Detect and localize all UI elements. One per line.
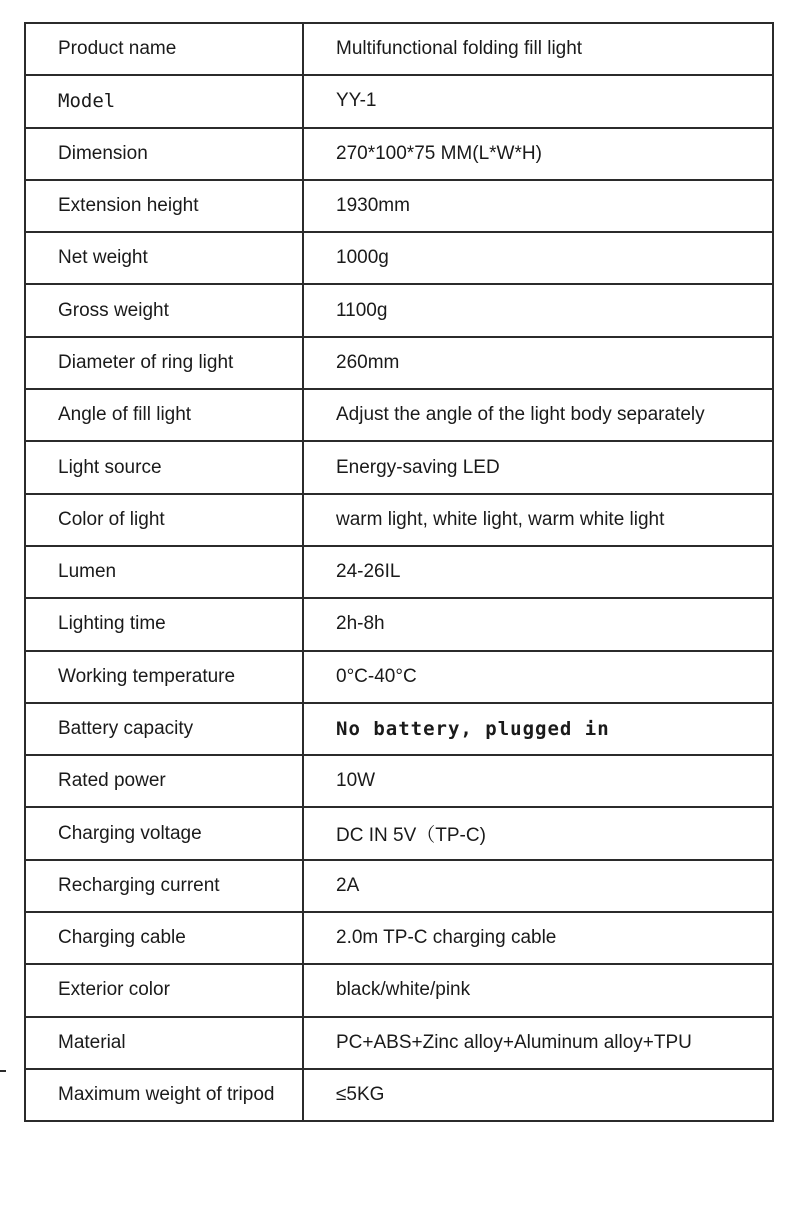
table-row: [25, 912, 773, 964]
table-row: [25, 546, 773, 598]
spec-value: 2h-8h: [303, 598, 773, 650]
spec-label: Color of light: [25, 494, 303, 546]
spec-label: Light source: [25, 441, 303, 493]
spec-label: Diameter of ring light: [25, 337, 303, 389]
spec-label: Product name: [25, 23, 303, 75]
spec-label: Angle of fill light: [25, 389, 303, 441]
spec-value: 1000g: [303, 232, 773, 284]
spec-value: 260mm: [303, 337, 773, 389]
table-row: [25, 703, 773, 755]
spec-label: Maximum weight of tripod: [25, 1069, 303, 1121]
table-row: [25, 75, 773, 127]
table-row: [25, 807, 773, 859]
spec-table: [24, 22, 774, 1122]
table-row: [25, 964, 773, 1016]
table-row: [25, 389, 773, 441]
spec-label: Working temperature: [25, 651, 303, 703]
table-row: [25, 232, 773, 284]
table-row: [25, 755, 773, 807]
spec-label: Net weight: [25, 232, 303, 284]
table-row: [25, 1069, 773, 1121]
spec-label: Dimension: [25, 128, 303, 180]
spec-label: Battery capacity: [25, 703, 303, 755]
spec-label: Rated power: [25, 755, 303, 807]
table-row: [25, 1017, 773, 1069]
spec-value: Multifunctional folding fill light: [303, 23, 773, 75]
spec-value: 2.0m TP-C charging cable: [303, 912, 773, 964]
spec-value: 270*100*75 MM(L*W*H): [303, 128, 773, 180]
table-row: [25, 441, 773, 493]
table-row: [25, 128, 773, 180]
table-row: [25, 494, 773, 546]
table-row: [25, 651, 773, 703]
table-row: [25, 284, 773, 336]
table-row: [25, 598, 773, 650]
table-row: [25, 860, 773, 912]
spec-label: Gross weight: [25, 284, 303, 336]
spec-label: Extension height: [25, 180, 303, 232]
spec-label: Charging voltage: [25, 807, 303, 859]
spec-value: 2A: [303, 860, 773, 912]
spec-value: 10W: [303, 755, 773, 807]
spec-label: Lumen: [25, 546, 303, 598]
spec-label: Charging cable: [25, 912, 303, 964]
spec-label: Lighting time: [25, 598, 303, 650]
spec-label: Model: [25, 75, 303, 127]
spec-value: 0°C-40°C: [303, 651, 773, 703]
spec-value: DC IN 5V（TP-C): [303, 807, 773, 859]
spec-value: 1930mm: [303, 180, 773, 232]
spec-value: 24-26IL: [303, 546, 773, 598]
spec-value: YY-1: [303, 75, 773, 127]
spec-label: Exterior color: [25, 964, 303, 1016]
edge-mark: [0, 1070, 6, 1072]
spec-value: warm light, white light, warm white light: [303, 494, 773, 546]
spec-value: 1100g: [303, 284, 773, 336]
spec-value: Adjust the angle of the light body separately: [303, 389, 773, 441]
spec-value: No battery, plugged in: [303, 703, 773, 755]
table-row: [25, 23, 773, 75]
spec-label: Material: [25, 1017, 303, 1069]
spec-value: ≤5KG: [303, 1069, 773, 1121]
spec-label: Recharging current: [25, 860, 303, 912]
spec-value: PC+ABS+Zinc alloy+Aluminum alloy+TPU: [303, 1017, 773, 1069]
table-row: [25, 337, 773, 389]
spec-value: black/white/pink: [303, 964, 773, 1016]
table-row: [25, 180, 773, 232]
spec-value: Energy-saving LED: [303, 441, 773, 493]
